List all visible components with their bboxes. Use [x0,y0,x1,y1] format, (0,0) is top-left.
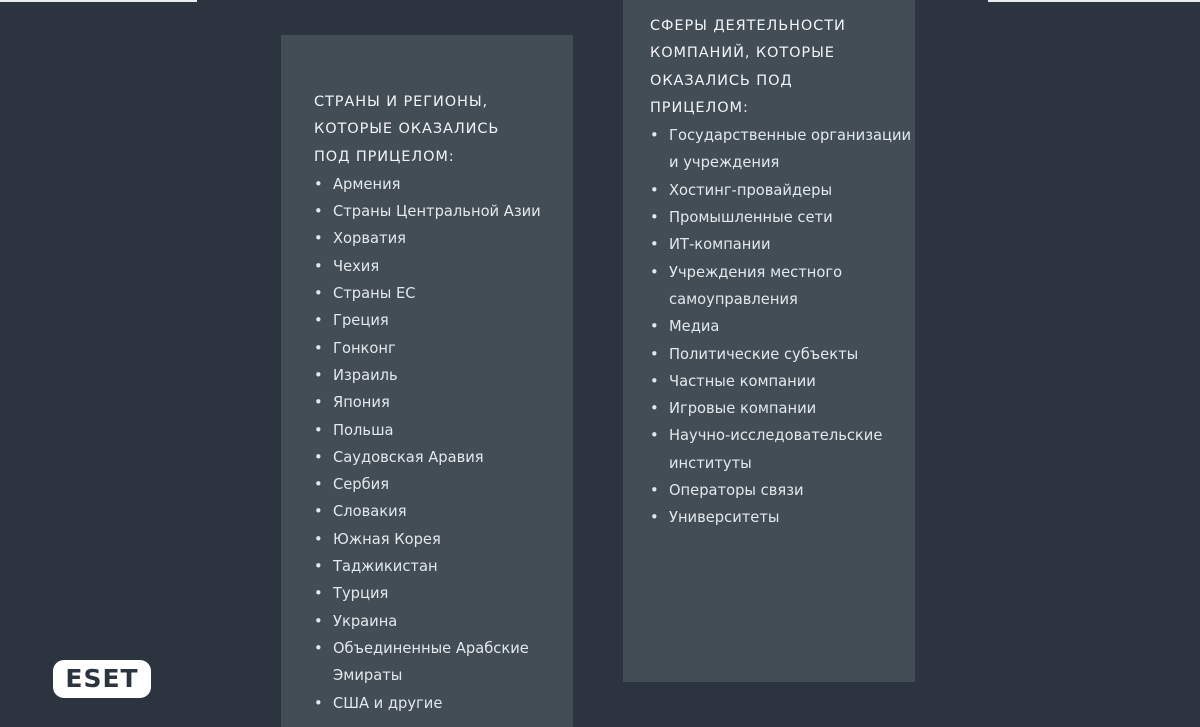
bullet: • [650,236,659,254]
sectors-list [650,122,915,531]
top-edge-strip-left [0,0,197,2]
list-item [314,444,573,471]
list-item [314,253,573,280]
sectors-title: СФЕРЫ ДЕЯТЕЛЬНОСТИ КОМПАНИЙ, КОТОРЫЕ ОКАЗАЛИСЬ ПОД ПРИЦЕЛОМ: [650,18,846,116]
list-item [314,198,573,225]
bullet: • [314,612,323,630]
bullet: • [314,175,323,193]
bullet: • [314,285,323,303]
list-item-label: Операторы связи [669,482,804,500]
list-item-label: Учреждения местного самоуправления [669,263,843,308]
bullet: • [314,230,323,248]
eset-logo-text: ESET [65,663,139,693]
bullet: • [314,694,323,712]
eset-logo-icon [53,660,151,698]
list-item-label: Страны ЕС [333,285,416,303]
list-item-label: Объединенные Арабские Эмираты [333,639,529,685]
list-item-label: Промышленные сети [669,209,833,227]
bullet: • [314,448,323,466]
bullet: • [314,639,323,657]
list-item [314,690,573,717]
list-item-label: Словакия [333,503,407,521]
bullet: • [314,558,323,576]
bullet: • [314,421,323,439]
bullet: • [314,366,323,384]
bullet: • [650,263,659,281]
list-item [314,608,573,635]
list-item-label: Сербия [333,476,390,494]
list-item [314,526,573,553]
bullet: • [314,530,323,548]
list-item-label: Медиа [669,318,720,336]
list-item-label: Государственные организации и учреждения [669,127,912,172]
bullet: • [314,503,323,521]
list-item-label: Израиль [333,366,398,384]
list-item [650,177,914,204]
list-item [314,335,573,362]
list-item-label: Страны Центральной Азии [333,203,541,221]
bullet: • [314,312,323,330]
list-item [650,122,914,177]
bullet: • [650,345,659,363]
list-item [314,417,573,444]
list-item-label: Турция [333,585,389,603]
bullet: • [314,476,323,494]
bullet: • [650,209,659,227]
list-item [314,471,573,498]
list-item [314,389,573,416]
countries-list [314,171,573,717]
bullet: • [314,394,323,412]
list-item-label: Гонконг [333,339,396,357]
list-item-label: Частные компании [669,372,816,390]
sectors-panel [623,0,915,682]
list-item-label: ИТ-компании [669,236,771,254]
top-edge-strip-right [988,0,1200,2]
list-item-label: Политические субъекты [669,345,859,363]
countries-title: СТРАНЫ И РЕГИОНЫ, КОТОРЫЕ ОКАЗАЛИСЬ ПОД ПРИЦЕЛОМ: [314,94,500,165]
list-item [650,368,914,395]
list-item-label: Игровые компании [669,400,817,418]
countries-panel [281,35,573,727]
list-item [650,477,914,504]
bullet: • [650,372,659,390]
list-item [650,341,914,368]
bullet: • [650,181,659,199]
list-item-label: Южная Корея [333,530,441,548]
list-item-label: Саудовская Аравия [333,448,484,466]
list-item [314,498,573,525]
list-item-label: Украина [333,612,398,630]
list-item [314,553,573,580]
list-item-label: Хостинг-провайдеры [669,181,833,199]
list-item [314,307,573,334]
list-item-label: Университеты [669,509,780,527]
bullet: • [650,318,659,336]
list-item-label: США и другие [333,694,443,712]
list-item-label: Научно-исследовательские институты [669,427,883,472]
list-item [650,204,914,231]
list-item [314,362,573,389]
list-item [650,504,914,531]
list-item-label: Чехия [333,257,380,275]
list-item [650,422,914,477]
bullet: • [314,339,323,357]
list-item-label: Хорватия [333,230,406,248]
bullet: • [650,482,659,500]
bullet: • [650,400,659,418]
list-item [314,280,573,307]
bullet: • [314,257,323,275]
bullet: • [650,127,659,145]
list-item [314,171,573,198]
list-item-label: Япония [333,394,390,412]
list-item [650,231,914,258]
list-item-label: Польша [333,421,394,439]
bullet: • [650,427,659,445]
list-item [314,580,573,607]
bullet: • [314,203,323,221]
list-item [650,259,914,314]
bullet: • [314,585,323,603]
list-item [314,635,573,690]
list-item [650,395,914,422]
list-item-label: Армения [333,175,401,193]
list-item [314,225,573,252]
list-item [650,313,914,340]
list-item-label: Таджикистан [333,558,438,576]
list-item-label: Греция [333,312,389,330]
bullet: • [650,509,659,527]
